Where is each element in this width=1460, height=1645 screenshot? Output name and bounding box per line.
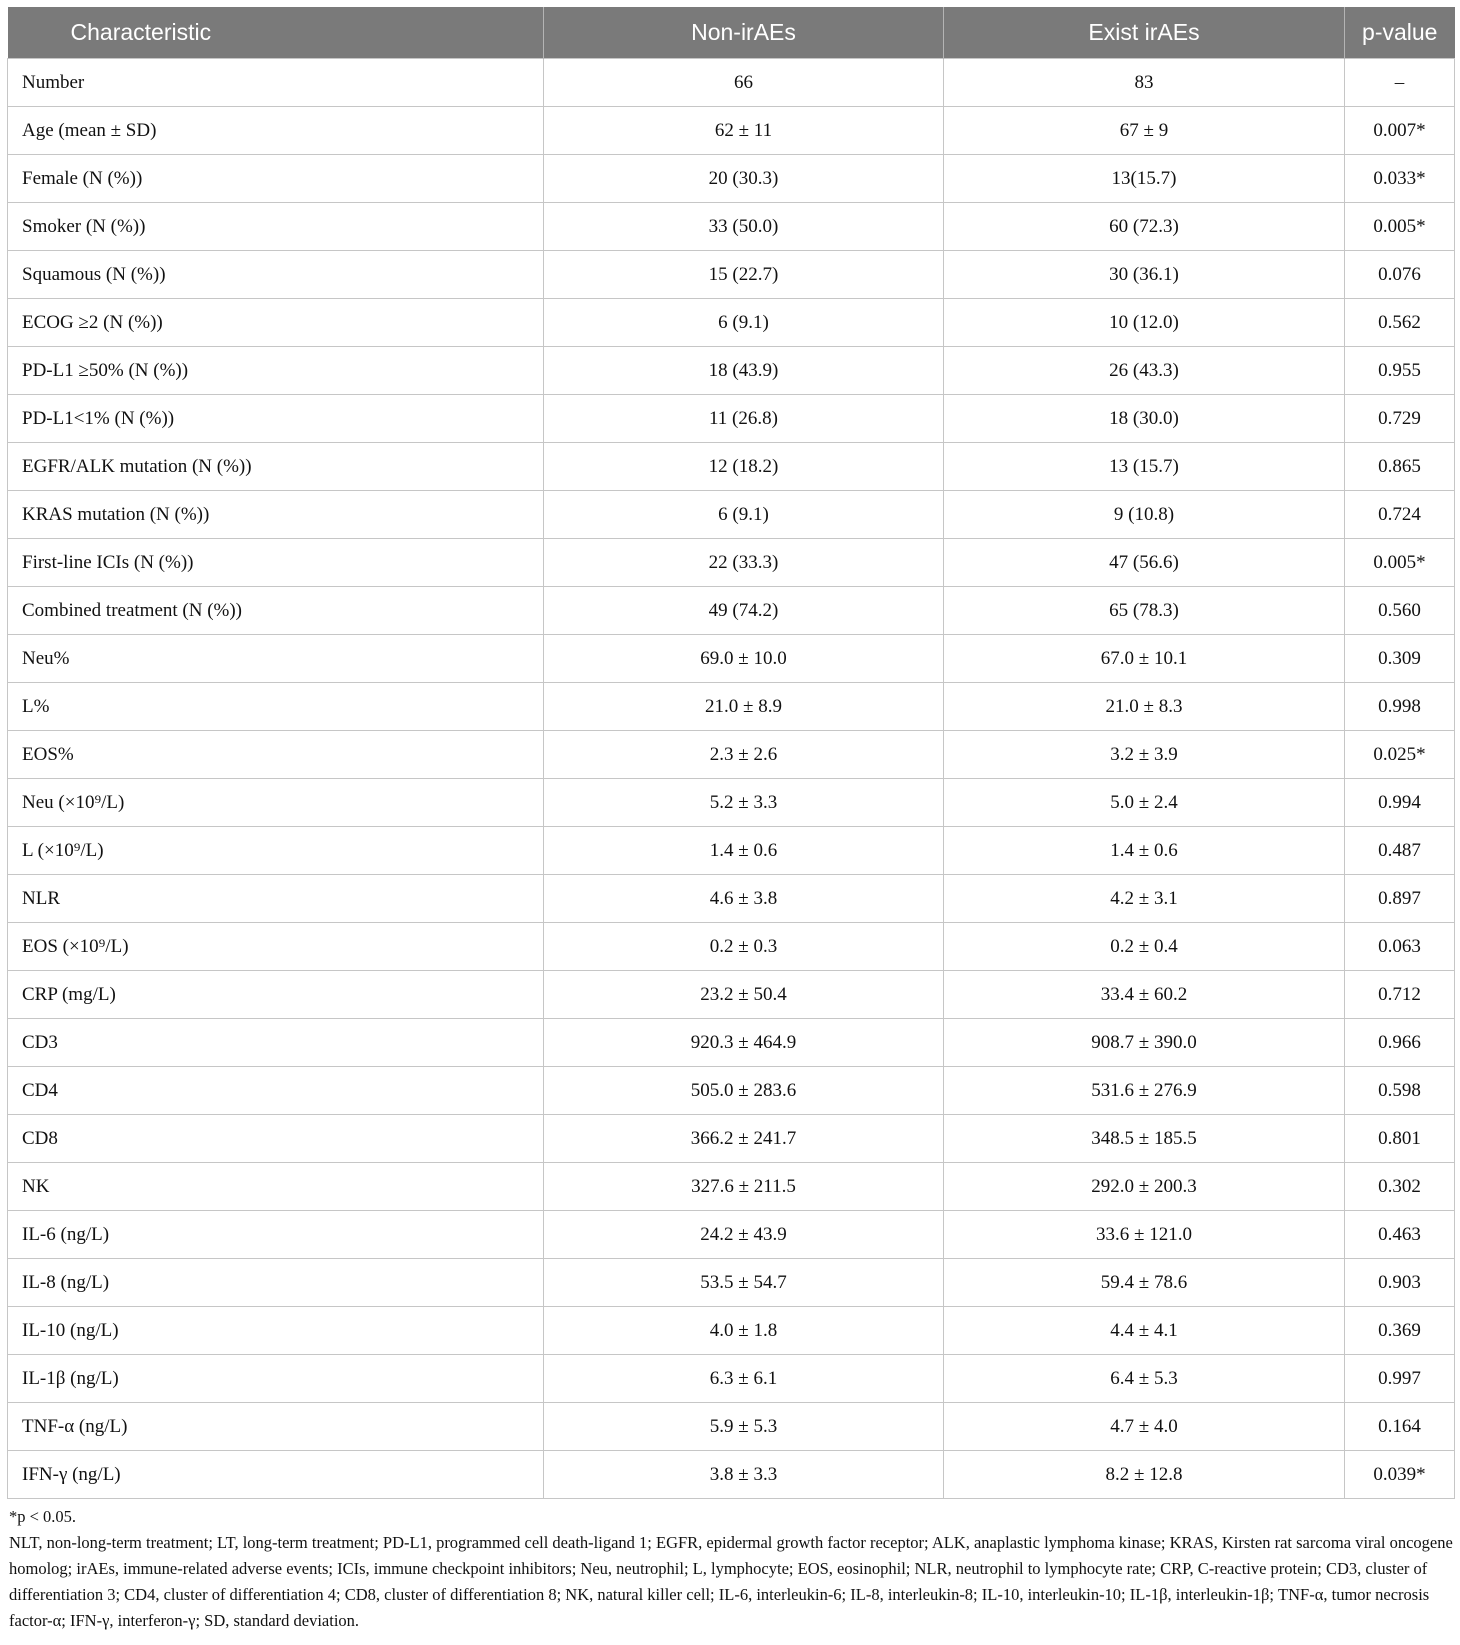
table-row [8, 1115, 1455, 1163]
table-row [8, 971, 1455, 1019]
table-row [8, 731, 1455, 779]
cell-non-iraes: 4.6 ± 3.8 [544, 875, 944, 923]
cell-non-iraes: 6 (9.1) [544, 491, 944, 539]
characteristics-table [7, 7, 1455, 1499]
cell-p-value: 0.997 [1345, 1355, 1455, 1403]
cell-label: EOS% [8, 731, 544, 779]
cell-p-value: 0.955 [1345, 347, 1455, 395]
cell-p-value: 0.966 [1345, 1019, 1455, 1067]
cell-non-iraes: 69.0 ± 10.0 [544, 635, 944, 683]
cell-non-iraes: 2.3 ± 2.6 [544, 731, 944, 779]
cell-non-iraes: 33 (50.0) [544, 203, 944, 251]
cell-non-iraes: 12 (18.2) [544, 443, 944, 491]
cell-label: Smoker (N (%)) [8, 203, 544, 251]
cell-non-iraes: 53.5 ± 54.7 [544, 1259, 944, 1307]
table-row [8, 539, 1455, 587]
table-row [8, 299, 1455, 347]
cell-exist-iraes: 26 (43.3) [944, 347, 1345, 395]
cell-label: ECOG ≥2 (N (%)) [8, 299, 544, 347]
table-row [8, 443, 1455, 491]
cell-p-value: 0.994 [1345, 779, 1455, 827]
cell-non-iraes: 6.3 ± 6.1 [544, 1355, 944, 1403]
cell-label: Squamous (N (%)) [8, 251, 544, 299]
cell-exist-iraes: 6.4 ± 5.3 [944, 1355, 1345, 1403]
cell-non-iraes: 3.8 ± 3.3 [544, 1451, 944, 1499]
cell-exist-iraes: 65 (78.3) [944, 587, 1345, 635]
cell-label: NLR [8, 875, 544, 923]
cell-label: L% [8, 683, 544, 731]
cell-p-value: 0.164 [1345, 1403, 1455, 1451]
cell-label: CD4 [8, 1067, 544, 1115]
cell-p-value: 0.865 [1345, 443, 1455, 491]
cell-p-value: – [1345, 59, 1455, 107]
cell-label: Neu% [8, 635, 544, 683]
cell-exist-iraes: 10 (12.0) [944, 299, 1345, 347]
cell-exist-iraes: 1.4 ± 0.6 [944, 827, 1345, 875]
table-row [8, 587, 1455, 635]
cell-exist-iraes: 83 [944, 59, 1345, 107]
header-row [8, 7, 1455, 59]
cell-non-iraes: 18 (43.9) [544, 347, 944, 395]
cell-exist-iraes: 13(15.7) [944, 155, 1345, 203]
cell-p-value: 0.463 [1345, 1211, 1455, 1259]
cell-p-value: 0.033* [1345, 155, 1455, 203]
cell-exist-iraes: 4.4 ± 4.1 [944, 1307, 1345, 1355]
cell-p-value: 0.598 [1345, 1067, 1455, 1115]
cell-p-value: 0.369 [1345, 1307, 1455, 1355]
cell-exist-iraes: 0.2 ± 0.4 [944, 923, 1345, 971]
cell-non-iraes: 49 (74.2) [544, 587, 944, 635]
cell-exist-iraes: 13 (15.7) [944, 443, 1345, 491]
table-row [8, 1067, 1455, 1115]
cell-label: IL-10 (ng/L) [8, 1307, 544, 1355]
cell-label: Number [8, 59, 544, 107]
cell-p-value: 0.039* [1345, 1451, 1455, 1499]
table-body [8, 59, 1455, 1499]
abbreviations-note: NLT, non-long-term treatment; LT, long-term treatment; PD-L1, programmed cell death-ligand 1; EGFR, epidermal growth factor receptor; ALK, anaplastic lymphoma kinase; KRAS, Kirsten rat sarcoma viral oncogene homolog; irAEs, immune-related adverse events; ICIs, immune checkpoint inhibitors; Neu, neutrophil; L, lymphocyte; EOS, eosinophil; NLR, neutrophil to lymphocyte rate; CRP, C-reactive protein; CD3, cluster of differentiation 3; CD4, cluster of differentiation 4; CD8, cluster of differentiation 8; NK, natural killer cell; IL-6, interleukin-6; IL-8, interleukin-8; IL-10, interleukin-10; IL-1β, interleukin-1β; TNF-α, tumor necrosis factor-α; IFN-γ, interferon-γ; SD, standard deviation. [9, 1533, 1453, 1630]
cell-label: IL-1β (ng/L) [8, 1355, 544, 1403]
table-row [8, 203, 1455, 251]
cell-exist-iraes: 348.5 ± 185.5 [944, 1115, 1345, 1163]
table-row [8, 1451, 1455, 1499]
cell-non-iraes: 920.3 ± 464.9 [544, 1019, 944, 1067]
cell-non-iraes: 327.6 ± 211.5 [544, 1163, 944, 1211]
table-row [8, 1163, 1455, 1211]
header-non-iraes: Non-irAEs [544, 7, 944, 59]
table-row [8, 923, 1455, 971]
cell-exist-iraes: 47 (56.6) [944, 539, 1345, 587]
cell-p-value: 0.724 [1345, 491, 1455, 539]
cell-p-value: 0.025* [1345, 731, 1455, 779]
cell-label: Female (N (%)) [8, 155, 544, 203]
cell-exist-iraes: 4.7 ± 4.0 [944, 1403, 1345, 1451]
cell-non-iraes: 4.0 ± 1.8 [544, 1307, 944, 1355]
cell-p-value: 0.897 [1345, 875, 1455, 923]
header-p-value: p-value [1345, 7, 1455, 59]
cell-p-value: 0.076 [1345, 251, 1455, 299]
table-row [8, 875, 1455, 923]
cell-p-value: 0.712 [1345, 971, 1455, 1019]
table-row [8, 1403, 1455, 1451]
cell-p-value: 0.903 [1345, 1259, 1455, 1307]
cell-exist-iraes: 18 (30.0) [944, 395, 1345, 443]
cell-p-value: 0.560 [1345, 587, 1455, 635]
cell-exist-iraes: 9 (10.8) [944, 491, 1345, 539]
cell-exist-iraes: 908.7 ± 390.0 [944, 1019, 1345, 1067]
cell-label: Neu (×10⁹/L) [8, 779, 544, 827]
cell-label: Age (mean ± SD) [8, 107, 544, 155]
cell-non-iraes: 22 (33.3) [544, 539, 944, 587]
significance-note: *p < 0.05. [9, 1507, 77, 1526]
cell-label: NK [8, 1163, 544, 1211]
cell-label: IL-8 (ng/L) [8, 1259, 544, 1307]
cell-non-iraes: 1.4 ± 0.6 [544, 827, 944, 875]
cell-non-iraes: 23.2 ± 50.4 [544, 971, 944, 1019]
table-row [8, 1211, 1455, 1259]
table-header [8, 7, 1455, 59]
cell-label: PD-L1 ≥50% (N (%)) [8, 347, 544, 395]
cell-label: EGFR/ALK mutation (N (%)) [8, 443, 544, 491]
cell-exist-iraes: 67.0 ± 10.1 [944, 635, 1345, 683]
cell-p-value: 0.005* [1345, 203, 1455, 251]
cell-p-value: 0.562 [1345, 299, 1455, 347]
cell-p-value: 0.998 [1345, 683, 1455, 731]
cell-non-iraes: 66 [544, 59, 944, 107]
cell-non-iraes: 366.2 ± 241.7 [544, 1115, 944, 1163]
cell-label: KRAS mutation (N (%)) [8, 491, 544, 539]
cell-non-iraes: 20 (30.3) [544, 155, 944, 203]
cell-exist-iraes: 4.2 ± 3.1 [944, 875, 1345, 923]
cell-non-iraes: 0.2 ± 0.3 [544, 923, 944, 971]
table-row [8, 1019, 1455, 1067]
cell-exist-iraes: 531.6 ± 276.9 [944, 1067, 1345, 1115]
cell-non-iraes: 62 ± 11 [544, 107, 944, 155]
cell-label: L (×10⁹/L) [8, 827, 544, 875]
cell-p-value: 0.302 [1345, 1163, 1455, 1211]
cell-p-value: 0.801 [1345, 1115, 1455, 1163]
table-row [8, 683, 1455, 731]
cell-p-value: 0.063 [1345, 923, 1455, 971]
cell-label: CD3 [8, 1019, 544, 1067]
table-row [8, 1307, 1455, 1355]
table-row [8, 251, 1455, 299]
cell-label: CD8 [8, 1115, 544, 1163]
cell-non-iraes: 6 (9.1) [544, 299, 944, 347]
cell-exist-iraes: 21.0 ± 8.3 [944, 683, 1345, 731]
cell-p-value: 0.487 [1345, 827, 1455, 875]
cell-non-iraes: 505.0 ± 283.6 [544, 1067, 944, 1115]
cell-non-iraes: 15 (22.7) [544, 251, 944, 299]
cell-p-value: 0.007* [1345, 107, 1455, 155]
cell-label: EOS (×10⁹/L) [8, 923, 544, 971]
table-row [8, 779, 1455, 827]
cell-p-value: 0.309 [1345, 635, 1455, 683]
table-row [8, 107, 1455, 155]
table-row [8, 635, 1455, 683]
table-footnotes [7, 1504, 1454, 1634]
cell-exist-iraes: 3.2 ± 3.9 [944, 731, 1345, 779]
cell-label: IFN-γ (ng/L) [8, 1451, 544, 1499]
cell-non-iraes: 24.2 ± 43.9 [544, 1211, 944, 1259]
cell-non-iraes: 11 (26.8) [544, 395, 944, 443]
table-row [8, 347, 1455, 395]
cell-p-value: 0.729 [1345, 395, 1455, 443]
cell-exist-iraes: 292.0 ± 200.3 [944, 1163, 1345, 1211]
cell-exist-iraes: 30 (36.1) [944, 251, 1345, 299]
table-row [8, 59, 1455, 107]
cell-exist-iraes: 67 ± 9 [944, 107, 1345, 155]
characteristics-table-container [7, 7, 1454, 1634]
table-row [8, 155, 1455, 203]
header-exist-iraes: Exist irAEs [944, 7, 1345, 59]
cell-label: Combined treatment (N (%)) [8, 587, 544, 635]
cell-p-value: 0.005* [1345, 539, 1455, 587]
cell-non-iraes: 21.0 ± 8.9 [544, 683, 944, 731]
table-row [8, 491, 1455, 539]
cell-exist-iraes: 8.2 ± 12.8 [944, 1451, 1345, 1499]
cell-exist-iraes: 33.6 ± 121.0 [944, 1211, 1345, 1259]
table-row [8, 827, 1455, 875]
cell-exist-iraes: 5.0 ± 2.4 [944, 779, 1345, 827]
table-row [8, 1355, 1455, 1403]
cell-exist-iraes: 59.4 ± 78.6 [944, 1259, 1345, 1307]
cell-label: First-line ICIs (N (%)) [8, 539, 544, 587]
cell-label: PD-L1<1% (N (%)) [8, 395, 544, 443]
cell-label: IL-6 (ng/L) [8, 1211, 544, 1259]
cell-non-iraes: 5.2 ± 3.3 [544, 779, 944, 827]
cell-exist-iraes: 60 (72.3) [944, 203, 1345, 251]
table-row [8, 395, 1455, 443]
cell-label: CRP (mg/L) [8, 971, 544, 1019]
cell-non-iraes: 5.9 ± 5.3 [544, 1403, 944, 1451]
cell-label: TNF-α (ng/L) [8, 1403, 544, 1451]
cell-exist-iraes: 33.4 ± 60.2 [944, 971, 1345, 1019]
header-characteristic: Characteristic [8, 7, 544, 59]
table-row [8, 1259, 1455, 1307]
